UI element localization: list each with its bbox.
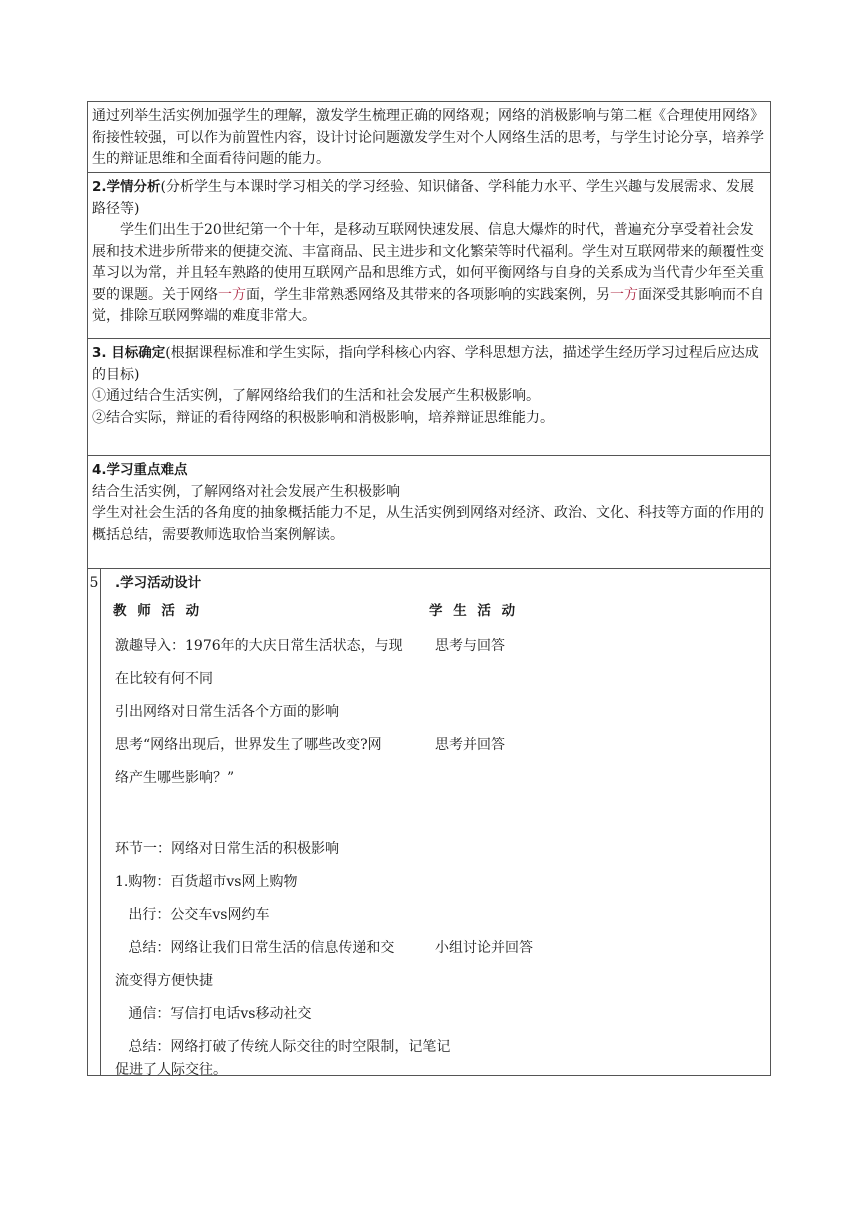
activity-headers (113, 600, 766, 624)
section-3-note: (根据课程标准和学生实际，指向学科核心内容、学科思想方法，描述学生经历学习过程后应达成的目标) (92, 345, 759, 383)
goal-1: ①通过结合生活实例，了解网络给我们的生活和社会发展产生积极影响。 (92, 388, 540, 404)
teacher-line: 通信：写信打电话vs移动社交 (115, 1006, 312, 1022)
teacher-line: 流变得方便快捷 (115, 973, 213, 989)
section-5-number: 5 (88, 569, 101, 1075)
section-2-body: 学生们出生于20世纪第一个十年，是移动互联网快速发展、信息大爆炸的时代，普遍充分享受着社会发展和技术进步所带来的便捷交流、丰富商品、民主进步和文化繁荣等时代福利。学生对互联网带来的颠覆性变革习以为常，并且轻车熟路的使用互联网产品和思维方式，如何平衡网络与自身的关系成为当代青少年至关重要的课题。关于网络一方面，学生非常熟悉网络及其带来的各项影响的实践案例，另一方面深受其影响而不自觉，排除互联网弊端的难度非常大。 (92, 222, 764, 324)
section-5-row (88, 569, 770, 1078)
teacher-line: 促进了人际交往。 (115, 1062, 227, 1078)
student-line: 小组讨论并回答 (435, 940, 533, 956)
section-2-heading: 2.学情分析 (92, 179, 161, 195)
section-2-note: (分析学生与本课时学习相关的学习经验、知识储备、学科能力水平、学生兴趣与发展需求、发展路径等) (92, 179, 754, 217)
goal-2: ②结合实际，辩证的看待网络的积极影响和消极影响，培养辩证思维能力。 (92, 409, 554, 426)
student-line: 思考并回答 (435, 737, 505, 753)
section-4-line1: 结合生活实例，了解网络对社会发展产生积极影响 (92, 483, 400, 500)
section-1-cell (88, 102, 770, 173)
section-3-heading: 3. 目标确定 (92, 345, 166, 361)
teacher-activity-header: 教 师 活 动 (113, 602, 203, 619)
teacher-line: 1.购物：百货超市vs网上购物 (115, 874, 298, 890)
student-line: 思考与回答 (435, 638, 505, 654)
teacher-line: 络产生哪些影响？” (115, 770, 235, 786)
teacher-line: 总结：网络让我们日常生活的信息传递和交 (115, 940, 395, 956)
teacher-line: 总结：网络打破了传统人际交往的时空限制，记笔记 (115, 1039, 451, 1055)
student-activity-header: 学 生 活 动 (429, 602, 519, 619)
teacher-line: 环节一：网络对日常生活的积极影响 (115, 841, 339, 857)
section-4-line2: 学生对社会生活的各角度的抽象概括能力不足，从生活实例到网络对经济、政治、文化、科技等方面的作用的概括总结，需要教师选取恰当案例解读。 (92, 505, 764, 543)
teacher-line: 出行：公交车vs网约车 (115, 907, 270, 923)
section-5-heading: .学习活动设计 (115, 575, 202, 591)
section-4-cell (88, 456, 770, 569)
lesson-plan-table (87, 101, 771, 1076)
section-5-content (101, 569, 770, 1078)
teacher-line: 激趣导入：1976年的大庆日常生活状态，与现 (115, 638, 403, 654)
teacher-line: 思考“网络出现后，世界发生了哪些改变?网 (115, 737, 382, 753)
section-1-text: 通过列举生活实例加强学生的理解，激发学生梳理正确的网络观；网络的消极影响与第二框《合理使用网络》衔接性较强，可以作为前置性内容，设计讨论问题激发学生对个人网络生活的思考，与学生讨论分享，培养学生的辩证思维和全面看待问题的能力。 (92, 108, 764, 167)
teacher-line: 引出网络对日常生活各个方面的影响 (115, 704, 339, 720)
section-3-cell (88, 339, 770, 456)
section-2-cell (88, 173, 770, 339)
section-4-heading: 4.学习重点难点 (92, 462, 188, 478)
teacher-line: 在比较有何不同 (115, 671, 213, 687)
